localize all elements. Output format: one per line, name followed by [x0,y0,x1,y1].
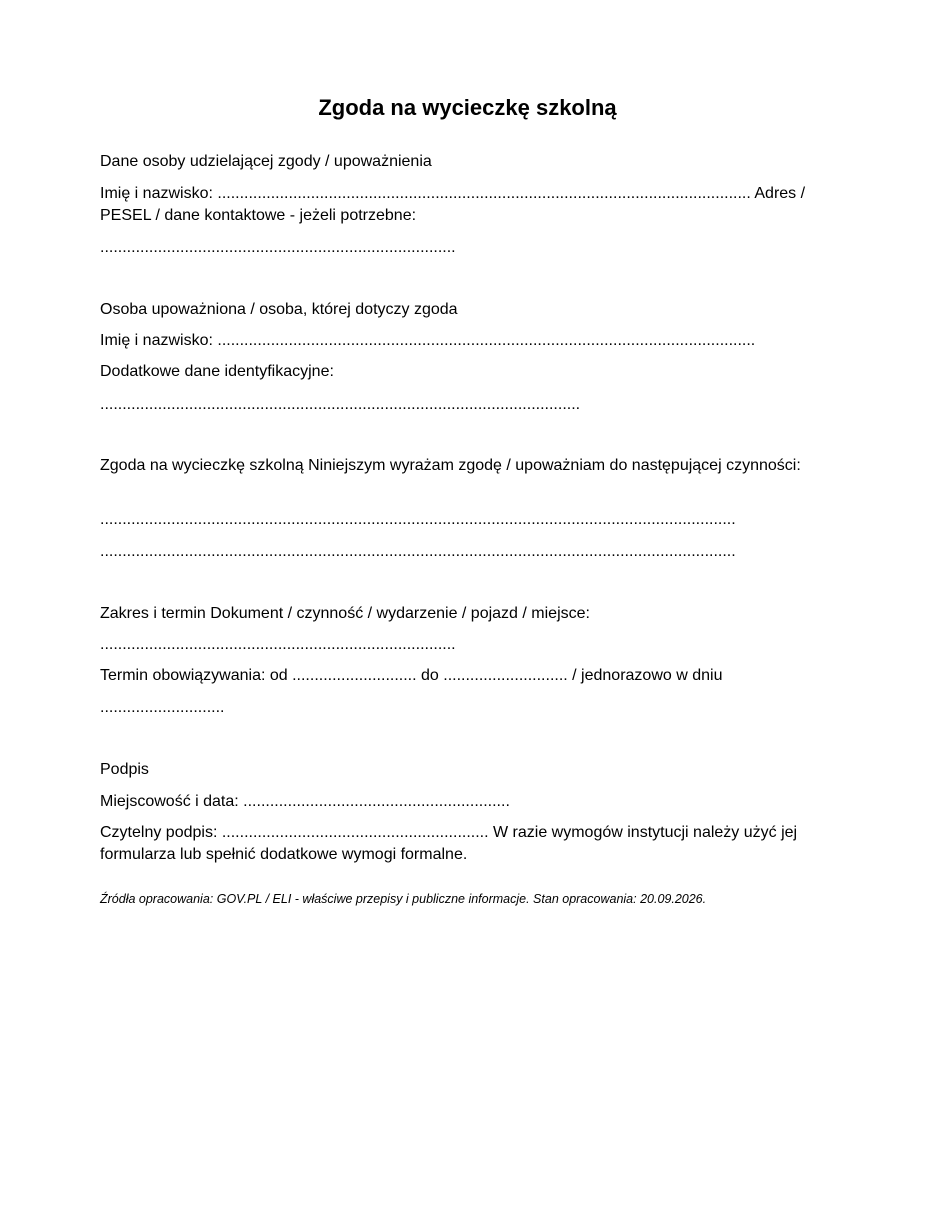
consent-dots-line-2: ............................................................................................................................................... [100,543,736,560]
section-heading-signature: Podpis [100,761,149,778]
grantor-details-dots: ................................................................................ [100,239,456,256]
validity-term-line: Termin obowiązywania: od ............................ do ............................ / jednorazowo w dniu [100,667,723,684]
section-heading-authorized-person: Osoba upoważniona / osoba, której dotyczy zgoda [100,301,458,318]
consent-dots-line-1: ............................................................................................................................................... [100,511,736,528]
document-title: Zgoda na wycieczkę szkolną [318,95,617,120]
validity-term-dots: ............................ [100,699,225,716]
scope-dots: ................................................................................ [100,636,456,653]
authorized-extra-dots: ............................................................................................................ [100,396,581,413]
authorized-extra-label: Dodatkowe dane identyfikacyjne: [100,363,334,380]
section-heading-scope: Zakres i termin Dokument / czynność / wydarzenie / pojazd / miejsce: [100,605,590,622]
section-heading-grantor: Dane osoby udzielającej zgody / upoważnienia [100,153,432,170]
grantor-name-address-field: Imię i nazwisko: ........................................................................................................................ Adres / PESEL / dane kontaktowe - jeżeli potrzebne: [100,185,806,224]
signature-field: Czytelny podpis: ............................................................ W razie wymogów instytucji należy użyć jej formularza lub spełnić dodatkowe wymogi formalne. [100,824,798,863]
authorized-name-field: Imię i nazwisko: ......................................................................................................................... [100,332,756,349]
section-heading-consent: Zgoda na wycieczkę szkolną Niniejszym wyrażam zgodę / upoważniam do następującej czynności: [100,457,801,474]
source-note: Źródła opracowania: GOV.PL / ELI - właściwe przepisy i publiczne informacje. Stan opracowania: 20.09.2026. [100,892,707,906]
place-date-field: Miejscowość i data: ............................................................ [100,793,510,810]
